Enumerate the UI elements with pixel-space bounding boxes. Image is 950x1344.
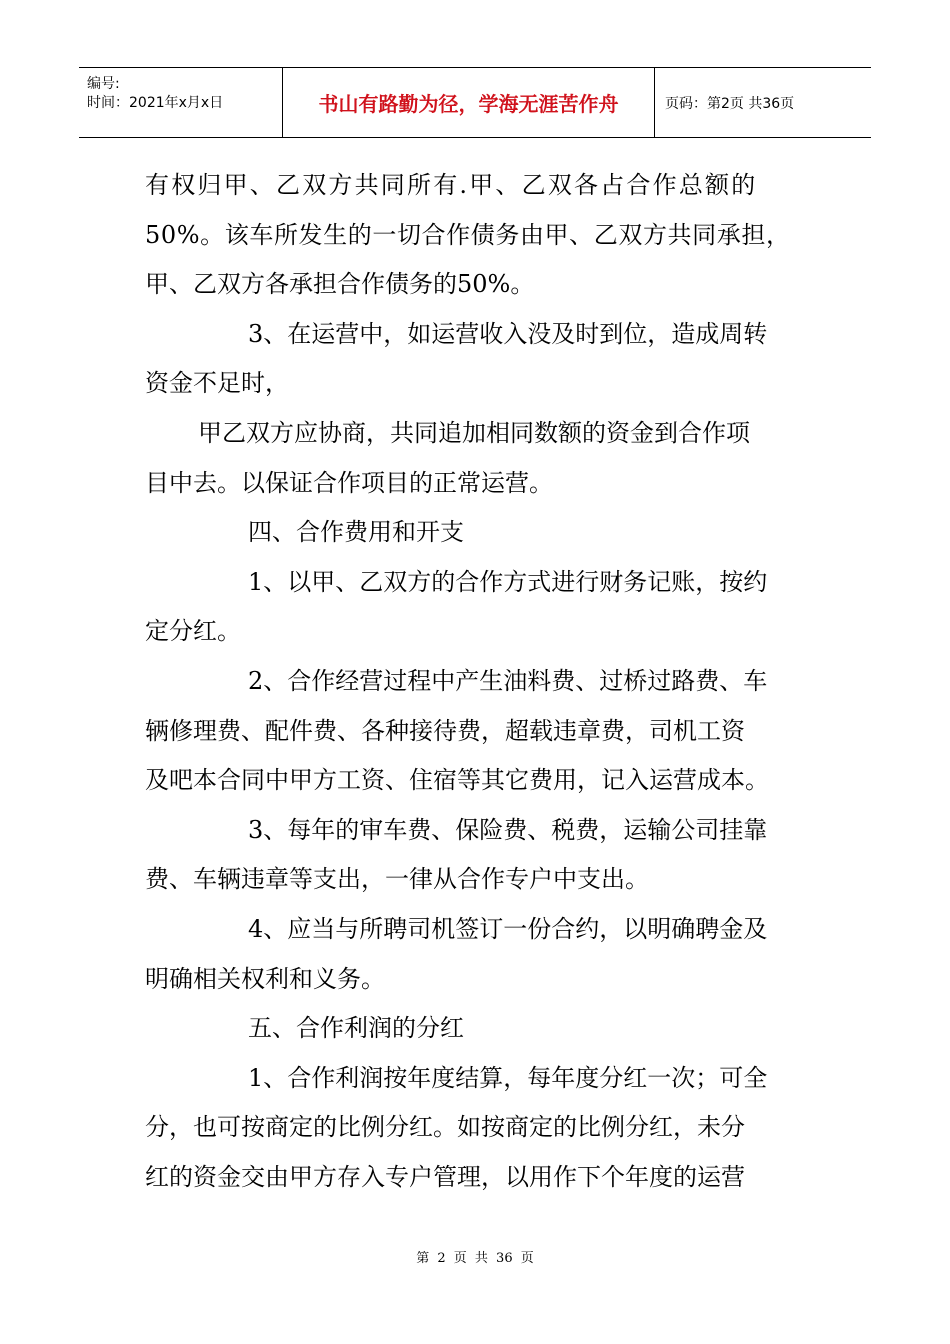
section-heading: 五、合作利润的分红 — [248, 1014, 464, 1042]
body-line: 50%。该车所发生的一切合作债务由甲、乙双方共同承担， — [145, 221, 791, 249]
header-page-info: 页码：第2页 共36页 — [665, 95, 795, 112]
body-line: 辆修理费、配件费、各种接待费，超载违章费，司机工资 — [145, 717, 745, 745]
body-line: 分，也可按商定的比例分红。如按商定的比例分红，未分 — [145, 1113, 745, 1141]
body-line: 有权归甲、乙双方共同所有.甲、乙双各占合作总额的 — [145, 171, 758, 199]
document-date: 时间：2021年x月x日 — [87, 95, 224, 111]
header-motto: 书山有路勤为径，学海无涯苦作舟 — [283, 68, 655, 137]
body-line: 3、每年的审车费、保险费、税费，运输公司挂靠 — [248, 816, 768, 844]
body-line: 1、合作利润按年度结算，每年度分红一次；可全 — [248, 1064, 768, 1092]
body-line: 及吧本合同中甲方工资、住宿等其它费用，记入运营成本。 — [145, 766, 769, 794]
body-line: 甲乙双方应协商，共同追加相同数额的资金到合作项 — [198, 419, 750, 447]
document-number-label: 编号: — [87, 76, 120, 92]
body-line: 资金不足时， — [145, 369, 289, 397]
header-meta — [79, 68, 283, 137]
body-line: 定分红。 — [145, 617, 241, 645]
page-footer: 第 2 页 共 36 页 — [416, 1251, 534, 1266]
body-line: 1、以甲、乙双方的合作方式进行财务记账，按约 — [248, 568, 768, 596]
page-header — [79, 67, 871, 138]
body-line: 目中去。以保证合作项目的正常运营。 — [145, 469, 553, 497]
body-line: 甲、乙双方各承担合作债务的50%。 — [145, 270, 535, 298]
body-line: 4、应当与所聘司机签订一份合约，以明确聘金及 — [248, 915, 768, 943]
body-line: 3、在运营中，如运营收入没及时到位，造成周转 — [248, 320, 768, 348]
body-line: 红的资金交由甲方存入专户管理，以用作下个年度的运营 — [145, 1163, 745, 1191]
section-heading: 四、合作费用和开支 — [248, 518, 464, 546]
body-line: 2、合作经营过程中产生油料费、过桥过路费、车 — [248, 667, 768, 695]
body-line: 费、车辆违章等支出，一律从合作专户中支出。 — [145, 865, 649, 893]
body-line: 明确相关权利和义务。 — [145, 965, 385, 993]
